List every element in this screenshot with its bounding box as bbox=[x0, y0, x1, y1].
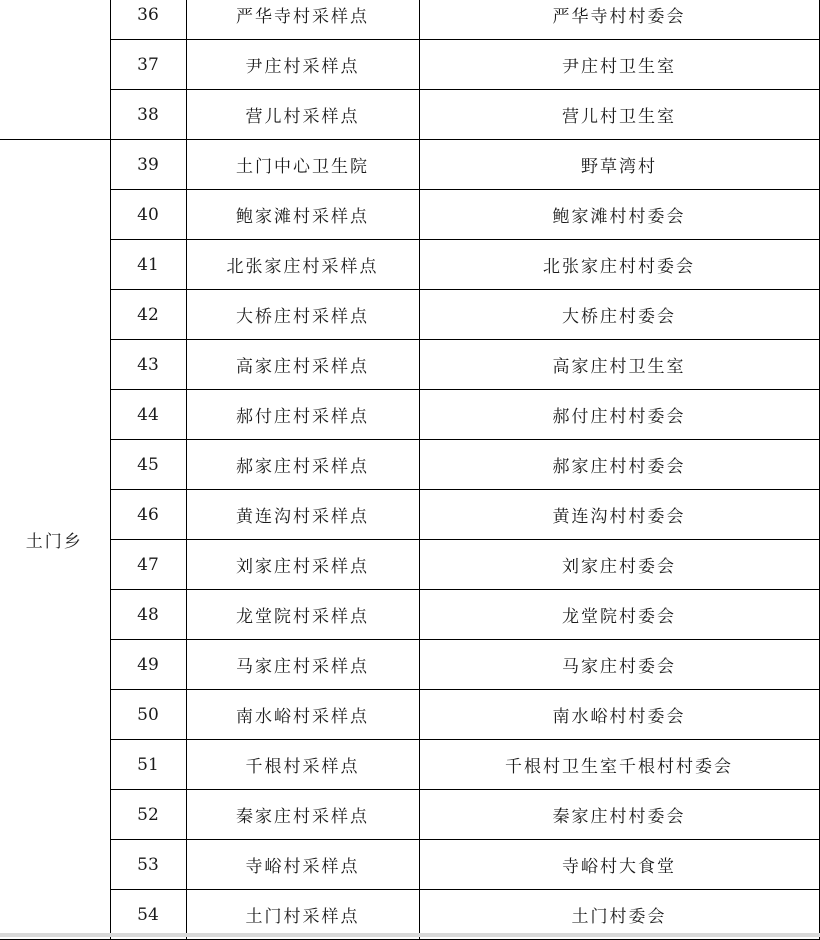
table-row bbox=[0, 890, 819, 940]
address-cell: 营儿村卫生室 bbox=[419, 90, 819, 140]
row-number-cell: 46 bbox=[110, 490, 186, 540]
table-row bbox=[0, 290, 819, 340]
address-cell: 土门村委会 bbox=[419, 890, 819, 940]
table-row bbox=[0, 190, 819, 240]
row-number-cell: 53 bbox=[110, 840, 186, 890]
table-row bbox=[0, 390, 819, 440]
address-cell: 野草湾村 bbox=[419, 140, 819, 190]
sampling-site-cell: 寺峪村采样点 bbox=[186, 840, 419, 890]
address-cell: 鲍家滩村村委会 bbox=[419, 190, 819, 240]
sampling-site-cell: 千根村采样点 bbox=[186, 740, 419, 790]
sampling-site-cell: 黄连沟村采样点 bbox=[186, 490, 419, 540]
address-cell: 高家庄村卫生室 bbox=[419, 340, 819, 390]
table-row bbox=[0, 490, 819, 540]
sampling-site-cell: 土门村采样点 bbox=[186, 890, 419, 940]
address-cell: 千根村卫生室千根村村委会 bbox=[419, 740, 819, 790]
address-cell: 南水峪村村委会 bbox=[419, 690, 819, 740]
row-number-cell: 51 bbox=[110, 740, 186, 790]
address-cell: 马家庄村委会 bbox=[419, 640, 819, 690]
sampling-site-cell: 南水峪村采样点 bbox=[186, 690, 419, 740]
table-row bbox=[0, 40, 819, 90]
row-number-cell: 41 bbox=[110, 240, 186, 290]
table-row bbox=[0, 690, 819, 740]
address-cell: 尹庄村卫生室 bbox=[419, 40, 819, 90]
address-cell: 黄连沟村村委会 bbox=[419, 490, 819, 540]
address-cell: 寺峪村大食堂 bbox=[419, 840, 819, 890]
row-number-cell: 50 bbox=[110, 690, 186, 740]
township-cell bbox=[0, 0, 110, 140]
sampling-site-cell: 郝家庄村采样点 bbox=[186, 440, 419, 490]
table-row bbox=[0, 640, 819, 690]
row-number-cell: 37 bbox=[110, 40, 186, 90]
sampling-site-cell: 尹庄村采样点 bbox=[186, 40, 419, 90]
row-number-cell: 49 bbox=[110, 640, 186, 690]
row-number-cell: 54 bbox=[110, 890, 186, 940]
address-cell: 北张家庄村村委会 bbox=[419, 240, 819, 290]
row-number-cell: 43 bbox=[110, 340, 186, 390]
row-number-cell: 36 bbox=[110, 0, 186, 40]
sampling-site-cell: 营儿村采样点 bbox=[186, 90, 419, 140]
row-number-cell: 42 bbox=[110, 290, 186, 340]
sampling-site-cell: 高家庄村采样点 bbox=[186, 340, 419, 390]
sampling-site-cell: 严华寺村采样点 bbox=[186, 0, 419, 40]
township-cell: 土门乡 bbox=[0, 140, 110, 940]
sampling-site-cell: 秦家庄村采样点 bbox=[186, 790, 419, 840]
table-row bbox=[0, 590, 819, 640]
table-row bbox=[0, 790, 819, 840]
table-row bbox=[0, 540, 819, 590]
address-cell: 大桥庄村委会 bbox=[419, 290, 819, 340]
address-cell: 郝家庄村村委会 bbox=[419, 440, 819, 490]
table-row bbox=[0, 140, 819, 190]
sampling-site-cell: 土门中心卫生院 bbox=[186, 140, 419, 190]
table-row bbox=[0, 0, 819, 40]
sampling-site-cell: 北张家庄村采样点 bbox=[186, 240, 419, 290]
sampling-site-cell: 郝付庄村采样点 bbox=[186, 390, 419, 440]
address-cell: 龙堂院村委会 bbox=[419, 590, 819, 640]
sampling-site-cell: 龙堂院村采样点 bbox=[186, 590, 419, 640]
row-number-cell: 38 bbox=[110, 90, 186, 140]
table-row bbox=[0, 240, 819, 290]
sampling-site-cell: 刘家庄村采样点 bbox=[186, 540, 419, 590]
row-number-cell: 47 bbox=[110, 540, 186, 590]
row-number-cell: 45 bbox=[110, 440, 186, 490]
row-number-cell: 39 bbox=[110, 140, 186, 190]
table-row bbox=[0, 90, 819, 140]
row-number-cell: 44 bbox=[110, 390, 186, 440]
sampling-site-cell: 鲍家滩村采样点 bbox=[186, 190, 419, 240]
row-number-cell: 52 bbox=[110, 790, 186, 840]
table-row bbox=[0, 340, 819, 390]
table-row bbox=[0, 440, 819, 490]
address-cell: 郝付庄村村委会 bbox=[419, 390, 819, 440]
sampling-site-cell: 马家庄村采样点 bbox=[186, 640, 419, 690]
table-row bbox=[0, 740, 819, 790]
sampling-site-cell: 大桥庄村采样点 bbox=[186, 290, 419, 340]
row-number-cell: 48 bbox=[110, 590, 186, 640]
page-bottom-rule bbox=[0, 933, 820, 937]
row-number-cell: 40 bbox=[110, 190, 186, 240]
address-cell: 严华寺村村委会 bbox=[419, 0, 819, 40]
table-row bbox=[0, 840, 819, 890]
address-cell: 秦家庄村村委会 bbox=[419, 790, 819, 840]
address-cell: 刘家庄村委会 bbox=[419, 540, 819, 590]
